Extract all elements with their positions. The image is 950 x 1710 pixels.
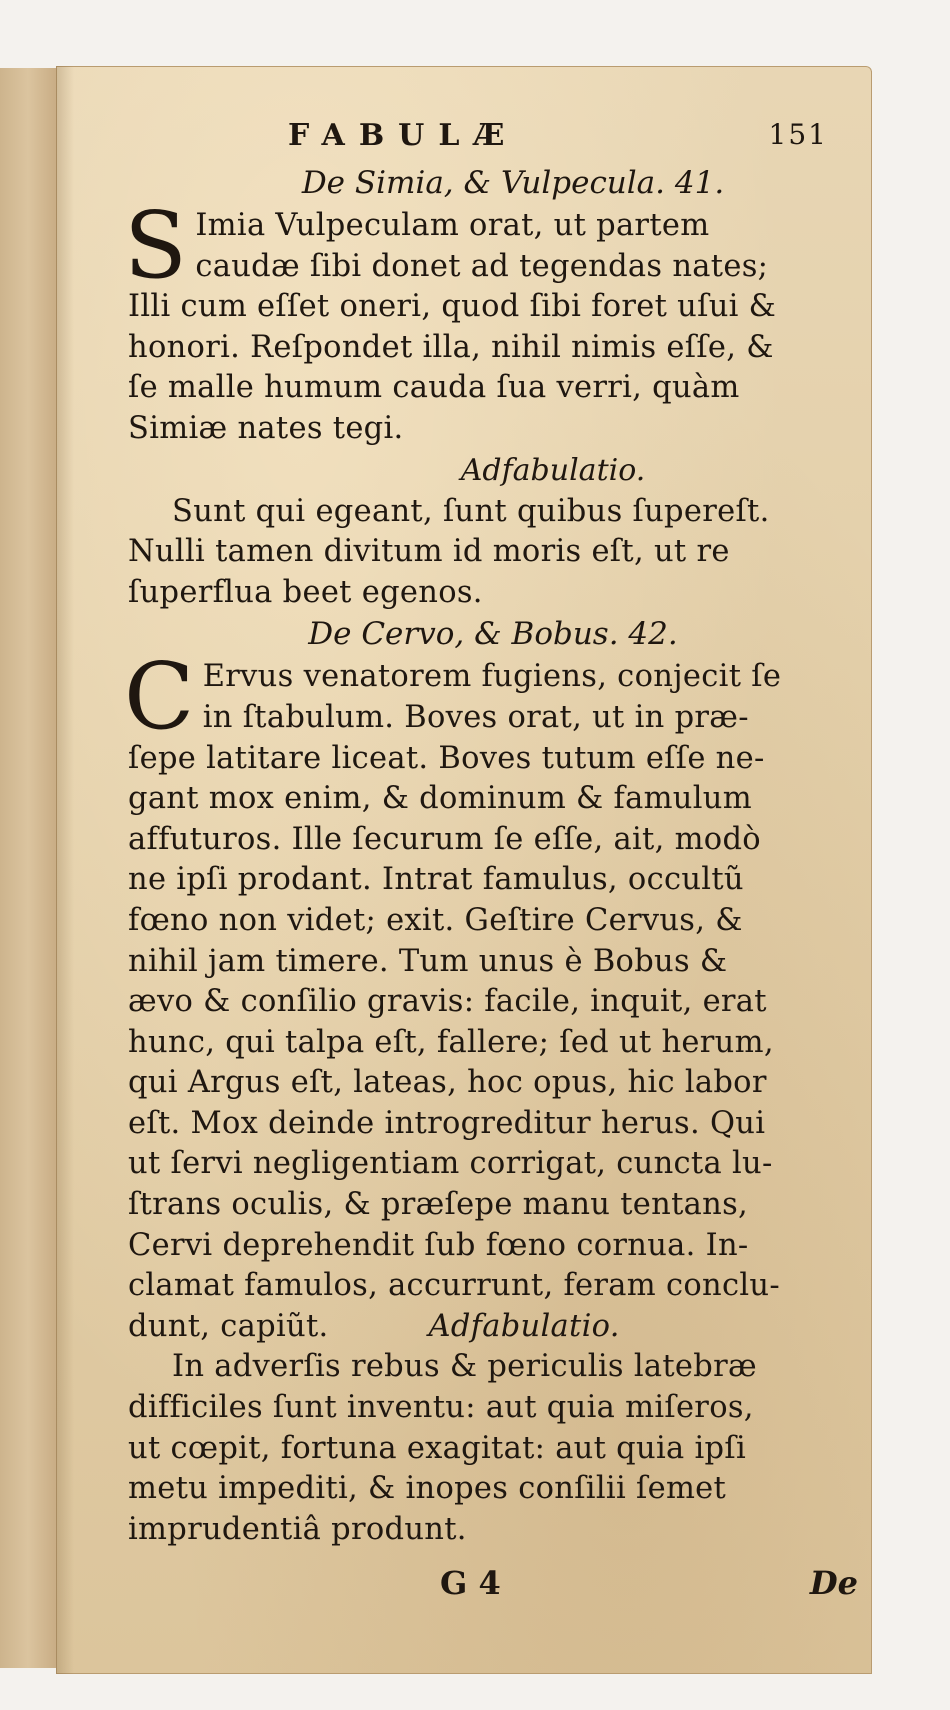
fable-41-moral: [128, 492, 858, 614]
fable-42-moral-heading: Adfabulatio.: [428, 1308, 620, 1344]
fable-42-title: De Cervo, & Bobus. 42.: [308, 616, 678, 653]
page-number: 151: [768, 118, 828, 151]
fable-41-moral-heading: Adfabulatio.: [460, 452, 646, 488]
fable-42-line: qui Argus eſt, lateas, hoc opus, hic labor: [128, 1065, 767, 1101]
fable-42-moral: [128, 1347, 858, 1550]
fable-42-body: [124, 643, 858, 1347]
fable-41-moral-line: ſuperflua beet egenos.: [128, 574, 483, 610]
fable-41-line: caudæ ſibi donet ad tegendas nates;: [195, 248, 769, 284]
fable-42-line: in ſtabulum. Boves orat, ut in præ-: [202, 699, 749, 735]
fable-42-line: eſt. Mox deinde introgreditur herus. Qui: [128, 1105, 766, 1141]
running-header: [128, 118, 858, 162]
text-block: [124, 118, 858, 1614]
fable-41-line: Illi cum eſſet oneri, quod ſibi foret uſui &: [128, 289, 777, 325]
page-gutter-shadow: [56, 66, 74, 1674]
catchword: De: [809, 1564, 858, 1603]
fable-42-line: ævo & conſilio gravis: facile, inquit, erat: [128, 984, 767, 1020]
page-footer: [128, 1564, 858, 1614]
fable-42-moral-line: difficiles ſunt inventu: aut quia miſeros,: [128, 1390, 754, 1426]
facing-page-edge: [0, 68, 57, 1668]
fable-42-dropcap: C: [124, 643, 195, 751]
fable-41-body: [124, 192, 858, 450]
fable-41-line: ſe malle humum cauda ſua verri, quàm: [128, 370, 740, 406]
fable-42-moral-line: imprudentiâ produnt.: [128, 1511, 467, 1547]
fable-41-moral-line: Sunt qui egeant, ſunt quibus ſupereſt.: [172, 493, 770, 529]
fable-42-moral-line: ut cœpit, fortuna exagitat: aut quia ipſi: [128, 1430, 746, 1466]
fable-42-line: ſtrans oculis, & præſepe manu tentans,: [128, 1187, 749, 1223]
fable-42-line: affuturos. Ille ſecurum ſe eſſe, ait, modò: [128, 821, 761, 857]
fable-42-line: clamat famulos, accurrunt, feram conclu-: [128, 1268, 780, 1304]
fable-42-line: ne ipſi prodant. Intrat famulus, occultũ: [128, 862, 744, 898]
fable-42-closing-text: dunt, capiũt.: [128, 1308, 329, 1344]
fable-41-line: Imia Vulpeculam orat, ut partem: [195, 208, 710, 243]
running-title: FABULÆ: [288, 118, 519, 153]
fable-41-moral-line: Nulli tamen divitum id moris eſt, ut re: [128, 534, 730, 570]
fable-42-line: ut ſervi negligentiam corrigat, cuncta lu-: [128, 1146, 773, 1182]
fable-42-line: Cervi deprehendit ſub fœno cornua. In-: [128, 1227, 749, 1263]
fable-41-dropcap: S: [124, 192, 188, 299]
fable-42-line: gant mox enim, & dominum & famulum: [128, 781, 752, 817]
fable-41-line: honori. Reſpondet illa, nihil nimis eſſe, &: [128, 329, 774, 365]
signature-mark: G 4: [440, 1564, 501, 1603]
fable-41-line: Simiæ nates tegi.: [128, 410, 404, 446]
fable-41-title: De Simia, & Vulpecula. 41.: [301, 165, 725, 201]
fable-42-moral-line: In adverſis rebus & periculis latebræ: [172, 1349, 757, 1385]
fable-42-line: fœno non videt; exit. Geſtire Cervus, &: [128, 902, 743, 938]
fable-42-line: nihil jam timere. Tum unus è Bobus &: [128, 943, 728, 979]
fable-42-last-line: [128, 1307, 858, 1348]
fable-42-moral-line: metu impediti, & inopes conſilii ſemet: [128, 1471, 727, 1507]
fable-42-line: Ervus venatorem fugiens, conjecit ſe: [202, 659, 782, 695]
book-page: [56, 66, 872, 1674]
fable-42-line: hunc, qui talpa eſt, fallere; ſed ut herum,: [128, 1024, 774, 1060]
fable-42-line: ſepe latitare liceat. Boves tutum eſſe ne-: [128, 740, 765, 776]
